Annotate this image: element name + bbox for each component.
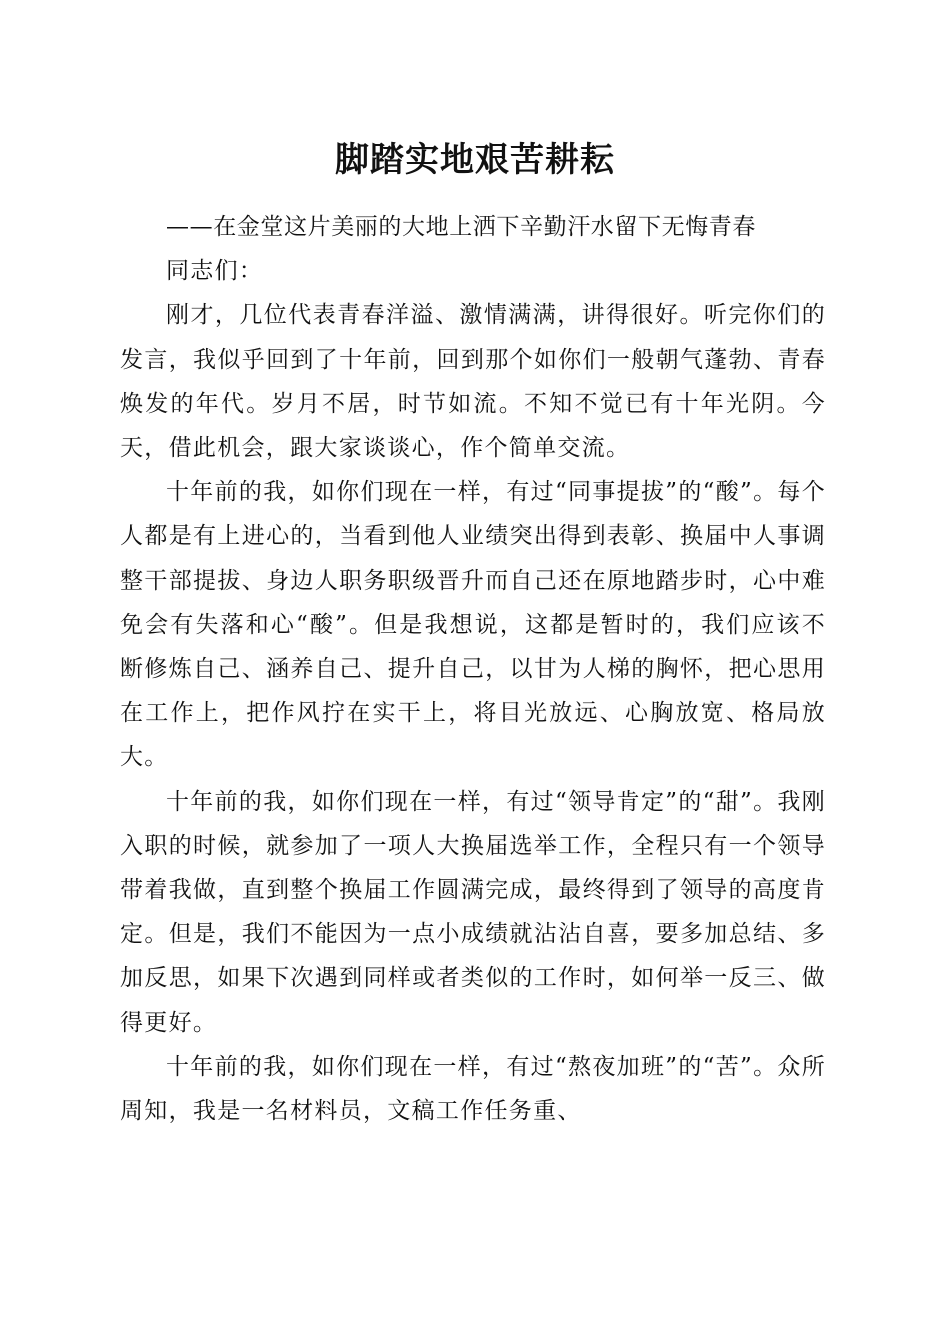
- document-title: 脚踏实地艰苦耕耘: [335, 140, 615, 180]
- paragraph: 十年前的我，如你们现在一样，有过“熬夜加班”的“苦”。众所周知，我是一名材料员，文稿工作任务重、: [120, 1053, 826, 1125]
- paragraph: 十年前的我，如你们现在一样，有过“领导肯定”的“甜”。我刚入职的时候，就参加了一项人大换届选举工作，全程只有一个领导带着我做，直到整个换届工作圆满完成，最终得到了领导的高度肯定。但是，我们不能因为一点小成绩就沾沾自喜，要多加总结、多加反思，如果下次遇到同样或者类似的工作时，如何举一反三、做得更好。: [120, 788, 826, 1036]
- document-subtitle: ——在金堂这片美丽的大地上洒下辛勤汗水留下无悔青春: [166, 214, 756, 240]
- salutation: 同志们：: [166, 258, 264, 285]
- paragraph: 十年前的我，如你们现在一样，有过“同事提拔”的“酸”。每个人都是有上进心的，当看到他人业绩突出得到表彰、换届中人事调整干部提拔、身边人职务职级晋升而自己还在原地踏步时，心中难免会有失落和心“酸”。但是我想说，这都是暂时的，我们应该不断修炼自己、涵养自己、提升自己，以甘为人梯的胸怀，把心思用在工作上，把作风拧在实干上，将目光放远、心胸放宽、格局放大。: [120, 479, 826, 771]
- paragraph: 刚才，几位代表青春洋溢、激情满满，讲得很好。听完你们的发言，我似乎回到了十年前，回到那个如你们一般朝气蓬勃、青春焕发的年代。岁月不居，时节如流。不知不觉已有十年光阴。今天，借此机会，跟大家谈谈心，作个简单交流。: [120, 302, 826, 462]
- document-body: [120, 205, 826, 1133]
